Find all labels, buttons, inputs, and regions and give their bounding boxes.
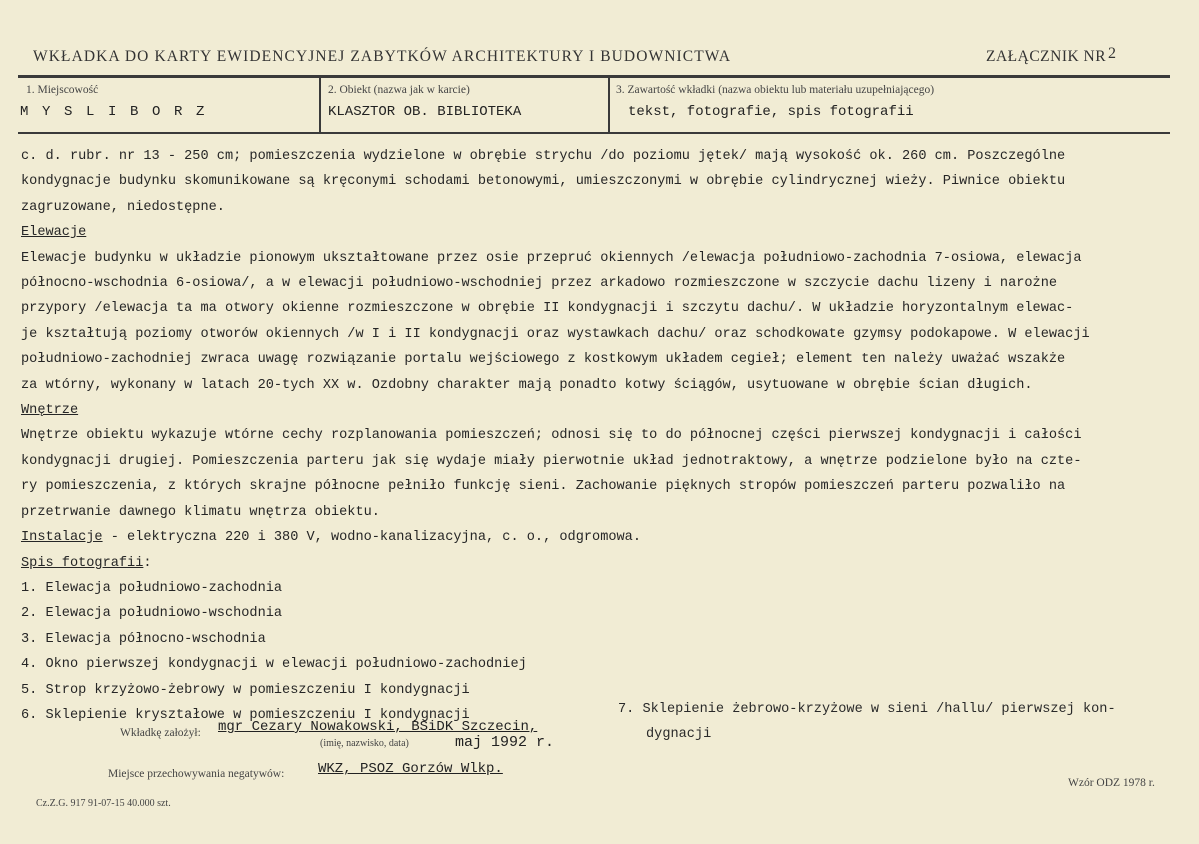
- body-line: kondygnacji drugiej. Pomieszczenia parteru jak się wydaje miały pierwotnie układ jednotraktowy, a wnętrze podzielone było na czte-: [21, 453, 1082, 469]
- form-model: Wzór ODZ 1978 r.: [1068, 777, 1155, 789]
- negatives-label: Miejsce przechowywania negatywów:: [108, 768, 285, 780]
- contents-label: 3. Zawartość wkładki (nazwa obiektu lub materiału uzupełniającego): [616, 84, 935, 96]
- author-value: mgr Cezary Nowakowski, BSiDK Szczecin,: [218, 719, 538, 735]
- photo-list-item: 3. Elewacja północno-wschodnia: [21, 631, 266, 647]
- author-label: Wkładkę założył:: [120, 727, 201, 739]
- installations-heading: Instalacje: [21, 530, 103, 546]
- annex-number: 2: [1108, 45, 1116, 62]
- body-line: kondygnacje budynku skomunikowane są kręconymi schodami betonowymi, umieszczonymi w obrębie cylindrycznej wieży. Piwnice obiektu: [21, 174, 1066, 190]
- locality-value: M Y S L I B O R Z: [20, 104, 208, 120]
- photo-list-item: 2. Elewacja południowo-wschodnia: [21, 606, 283, 622]
- photo-list-item: 6. Sklepienie kryształowe w pomieszczeniu I kondygnacji: [21, 707, 470, 723]
- annex-label: ZAŁĄCZNIK NR: [986, 48, 1107, 65]
- contents-value: tekst, fotografie, spis fotografii: [628, 104, 914, 120]
- body-line: przypory /elewacja ta ma otwory okienne rozmieszczone w obrębie II kondygnacji i szczytu dachu/. W układzie horyzontalnym elewac-: [21, 301, 1074, 317]
- photos-heading: Spis fotografii:: [21, 555, 152, 571]
- object-label: 2. Obiekt (nazwa jak w karcie): [328, 84, 470, 96]
- photo-list-item: 1. Elewacja południowo-zachodnia: [21, 580, 283, 596]
- photo-list-item-7: 7. Sklepienie żebrowo-krzyżowe w sieni /hallu/ pierwszej kon-: [618, 702, 1116, 717]
- object-value: KLASZTOR OB. BIBLIOTEKA: [328, 104, 522, 120]
- body-line: za wtórny, wykonany w latach 20-tych XX w. Ozdobny charakter mają ponadto kotwy ściągów, usytuowane w obrębie ścian długich.: [21, 377, 1033, 393]
- body-line: Wnętrze obiektu wykazuje wtórne cechy rozplanowania pomieszczeń; odnosi się to do północnej części pierwszej kondygnacji i całości: [21, 428, 1082, 444]
- body-line: je kształtują poziomy otworów okiennych /w I i II kondygnacji oraz wystawkach dachu/ oraz schodkowate gzymsy podokapowe. W elewacji: [21, 326, 1090, 342]
- locality-label: 1. Miejscowość: [26, 84, 99, 96]
- header-bottom-rule: [18, 132, 1170, 134]
- body-line: ry pomieszczenia, z których skrajne północne pełniło funkcję sieni. Zachowanie pięknych stropów pomieszczeń parteru pozwaliło na: [21, 479, 1066, 495]
- field-divider-2: [608, 77, 610, 133]
- body-line: zagruzowane, niedostępne.: [21, 199, 225, 215]
- photo-list-item-7-cont: dygnacji: [646, 727, 712, 742]
- photo-list-item: 5. Strop krzyżowo-żebrowy w pomieszczeniu I kondygnacji: [21, 682, 470, 698]
- form-title: WKŁADKA DO KARTY EWIDENCYJNEJ ZABYTKÓW ARCHITEKTURY I BUDOWNICTWA: [33, 48, 732, 65]
- body-line: c. d. rubr. nr 13 - 250 cm; pomieszczenia wydzielone w obrębie strychu /do poziomu jętek/ mają wysokość ok. 260 cm. Poszczególne: [21, 149, 1066, 164]
- print-code: Cz.Z.G. 917 91-07-15 40.000 szt.: [36, 798, 171, 809]
- body-line: Elewacje budynku w układzie pionowym ukształtowane przez osie przepruć okiennych /elewacja południowo-zachodnia 7-osiowa, elewacja: [21, 250, 1082, 266]
- date-value: maj 1992 r.: [455, 734, 555, 751]
- installations-line: [21, 525, 1191, 550]
- photo-list-item: 4. Okno pierwszej kondygnacji w elewacji południowo-zachodniej: [21, 657, 527, 673]
- description-body: [21, 144, 1191, 728]
- installations-text: - elektryczna 220 i 380 V, wodno-kanalizacyjna, c. o., odgromowa.: [102, 530, 641, 546]
- negatives-value: WKZ, PSOZ Gorzów Wlkp.: [318, 761, 503, 777]
- field-divider-1: [319, 77, 321, 133]
- body-line: północno-wschodnia 6-osiowa/, a w elewacji południowo-wschodniej przez arkadowo rozmieszczone w szczycie dachu lizeny i narożne: [21, 276, 1058, 292]
- header-top-rule: [18, 75, 1170, 78]
- body-line: południowo-zachodniej zwraca uwagę rozwiązanie portalu wejściowego z kostkowym układem cegieł; element ten należy uważać wszakże: [21, 352, 1066, 368]
- elevations-heading: Elewacje: [21, 225, 87, 241]
- author-hint: (imię, nazwisko, data): [320, 738, 409, 749]
- body-line: przetrwanie dawnego klimatu wnętrza obiektu.: [21, 504, 380, 520]
- interior-heading: Wnętrze: [21, 403, 79, 419]
